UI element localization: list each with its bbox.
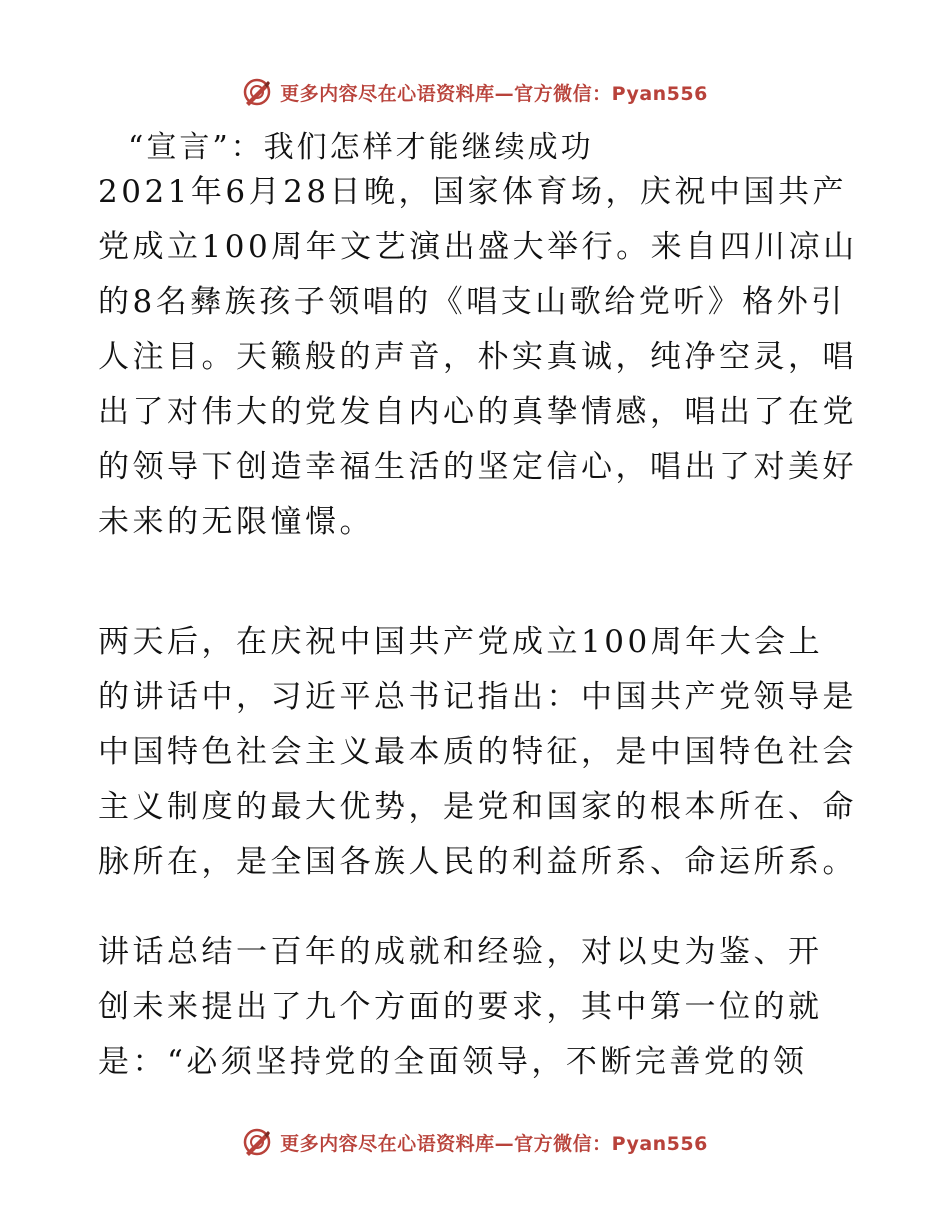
paragraph-line: 创未来提出了九个方面的要求，其中第一位的就 xyxy=(98,989,823,1025)
paragraph-line: 2021年6月28日晚，国家体育场，庆祝中国共产 xyxy=(98,174,848,210)
banner-slogan: 更多内容尽在心语资料库 xyxy=(280,82,495,105)
banner-separator: — xyxy=(494,82,515,105)
paragraph-line: 人注目。天籁般的声音，朴实真诚，纯净空灵，唱 xyxy=(98,339,857,375)
paragraph-line: 是：“必须坚持党的全面领导，不断完善党的领 xyxy=(98,1044,808,1080)
paragraph-line: 未来的无限憧憬。 xyxy=(98,504,374,540)
document-title: “宣言”：我们怎样才能继续成功 xyxy=(128,130,594,165)
paragraph-line: 的领导下创造幸福生活的坚定信心，唱出了对美好 xyxy=(98,449,857,485)
wechat-label: 官方微信： xyxy=(514,1132,612,1155)
banner-text xyxy=(280,1129,708,1156)
paragraph-line: 党成立100周年文艺演出盛大举行。来自四川凉山 xyxy=(98,229,858,265)
banner-text xyxy=(280,79,708,106)
paragraph-line: 的讲话中，习近平总书记指出：中国共产党领导是 xyxy=(98,679,857,715)
paragraph-3 xyxy=(98,925,850,1090)
header-banner xyxy=(0,72,950,112)
wechat-id: Pyan556 xyxy=(611,1132,708,1155)
paragraph-2 xyxy=(98,615,857,890)
paragraph-line: 脉所在，是全国各族人民的利益所系、命运所系。 xyxy=(98,844,857,880)
paragraph-line: 两天后，在庆祝中国共产党成立100周年大会上 xyxy=(98,624,824,660)
pen-logo-icon xyxy=(242,77,272,107)
paragraph-line: 讲话总结一百年的成就和经验，对以史为鉴、开 xyxy=(98,934,823,970)
wechat-label: 官方微信： xyxy=(514,82,612,105)
wechat-id: Pyan556 xyxy=(611,82,708,105)
paragraph-1 xyxy=(98,165,858,550)
paragraph-line: 中国特色社会主义最本质的特征，是中国特色社会 xyxy=(98,734,857,770)
banner-separator: — xyxy=(494,1132,515,1155)
banner-slogan: 更多内容尽在心语资料库 xyxy=(280,1132,495,1155)
paragraph-line: 的8名彝族孩子领唱的《唱支山歌给党听》格外引 xyxy=(98,284,846,320)
paragraph-line: 主义制度的最大优势，是党和国家的根本所在、命 xyxy=(98,789,857,825)
paragraph-line: 出了对伟大的党发自内心的真挚情感，唱出了在党 xyxy=(98,394,857,430)
pen-logo-icon xyxy=(242,1127,272,1157)
footer-banner xyxy=(0,1122,950,1162)
